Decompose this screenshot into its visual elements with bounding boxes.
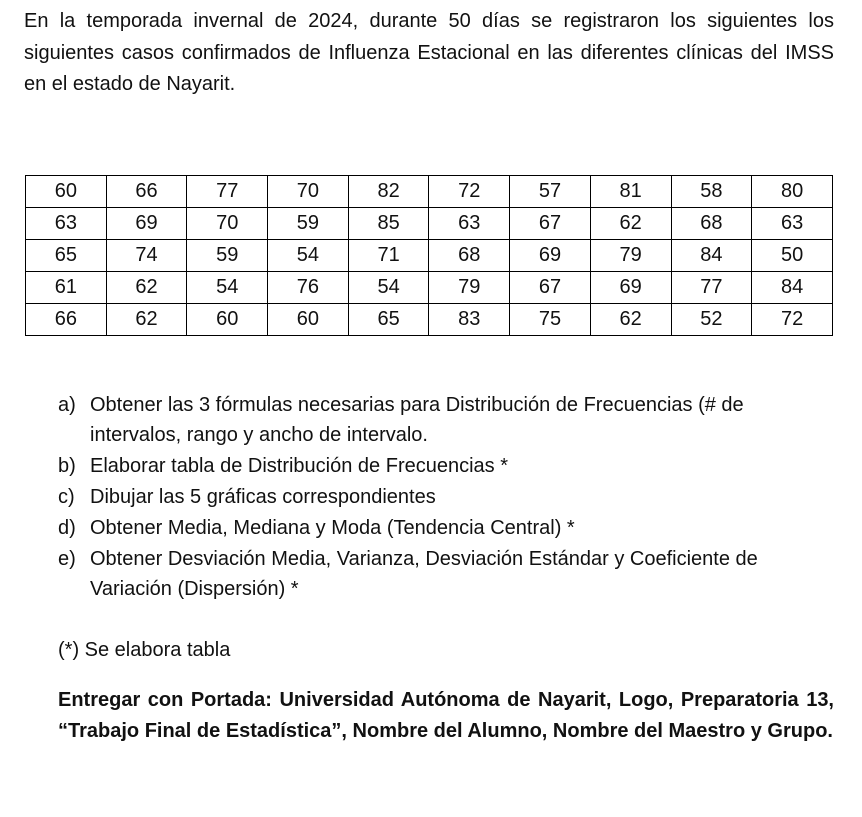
task-letter: b) (58, 455, 76, 477)
table-cell: 82 (348, 176, 429, 208)
task-list (58, 390, 838, 605)
table-cell: 69 (590, 272, 671, 304)
table-cell: 62 (106, 272, 187, 304)
table-cell: 59 (187, 240, 268, 272)
table-cell: 66 (106, 176, 187, 208)
table-cell: 81 (590, 176, 671, 208)
table-cell: 57 (510, 176, 591, 208)
table-cell: 65 (348, 304, 429, 336)
task-letter: c) (58, 486, 75, 508)
table-row (26, 208, 833, 240)
table-cell: 65 (26, 240, 107, 272)
table-cell: 66 (26, 304, 107, 336)
table-cell: 54 (348, 272, 429, 304)
table-cell: 77 (187, 176, 268, 208)
cases-table (25, 175, 833, 336)
table-cell: 79 (429, 272, 510, 304)
table-cell: 71 (348, 240, 429, 272)
table-cell: 61 (26, 272, 107, 304)
table-cell: 52 (671, 304, 752, 336)
table-cell: 83 (429, 304, 510, 336)
table-cell: 75 (510, 304, 591, 336)
table-cell: 63 (26, 208, 107, 240)
task-item-d (58, 513, 838, 543)
table-cell: 84 (752, 272, 833, 304)
table-cell: 70 (268, 176, 349, 208)
table-cell: 60 (26, 176, 107, 208)
table-cell: 62 (590, 304, 671, 336)
task-item-e (58, 544, 838, 604)
table-cell: 67 (510, 208, 591, 240)
table-cell: 85 (348, 208, 429, 240)
task-item-b (58, 451, 838, 481)
task-text: Obtener las 3 fórmulas necesarias para Distribución de Frecuencias (# de intervalos, rango y ancho de intervalo. (90, 394, 744, 446)
table-cell: 70 (187, 208, 268, 240)
table-row (26, 240, 833, 272)
table-cell: 72 (429, 176, 510, 208)
table-cell: 69 (106, 208, 187, 240)
task-item-a (58, 390, 838, 450)
table-cell: 60 (268, 304, 349, 336)
table-row (26, 176, 833, 208)
table-cell: 84 (671, 240, 752, 272)
table-row (26, 304, 833, 336)
table-cell: 80 (752, 176, 833, 208)
table-cell: 68 (429, 240, 510, 272)
table-cell: 50 (752, 240, 833, 272)
table-cell: 62 (106, 304, 187, 336)
table-cell: 54 (268, 240, 349, 272)
task-letter: a) (58, 394, 76, 416)
task-item-c (58, 482, 838, 512)
table-note: (*) Se elabora tabla (58, 639, 231, 661)
table-cell: 69 (510, 240, 591, 272)
table-cell: 72 (752, 304, 833, 336)
table-cell: 60 (187, 304, 268, 336)
table-cell: 79 (590, 240, 671, 272)
table-cell: 63 (752, 208, 833, 240)
table-cell: 68 (671, 208, 752, 240)
delivery-instructions: Entregar con Portada: Universidad Autónoma de Nayarit, Logo, Preparatoria 13, “Trabajo Final de Estadística”, Nombre del Alumno, Nombre del Maestro y Grupo. (58, 689, 834, 742)
table-cell: 67 (510, 272, 591, 304)
task-text: Obtener Desviación Media, Varianza, Desviación Estándar y Coeficiente de Variación (Dispersión) * (90, 548, 758, 600)
table-cell: 62 (590, 208, 671, 240)
table-cell: 76 (268, 272, 349, 304)
table-row (26, 272, 833, 304)
task-text: Elaborar tabla de Distribución de Frecuencias * (90, 455, 508, 477)
table-cell: 63 (429, 208, 510, 240)
table-cell: 77 (671, 272, 752, 304)
task-text: Dibujar las 5 gráficas correspondientes (90, 486, 436, 508)
task-letter: d) (58, 517, 76, 539)
table-cell: 59 (268, 208, 349, 240)
table-cell: 58 (671, 176, 752, 208)
table-cell: 74 (106, 240, 187, 272)
table-cell: 54 (187, 272, 268, 304)
intro-paragraph: En la temporada invernal de 2024, durante 50 días se registraron los siguientes los siguientes casos confirmados de Influenza Estacional en las diferentes clínicas del IMSS en el estado de Nayarit. (24, 10, 834, 95)
task-text: Obtener Media, Mediana y Moda (Tendencia Central) * (90, 517, 575, 539)
task-letter: e) (58, 548, 76, 570)
